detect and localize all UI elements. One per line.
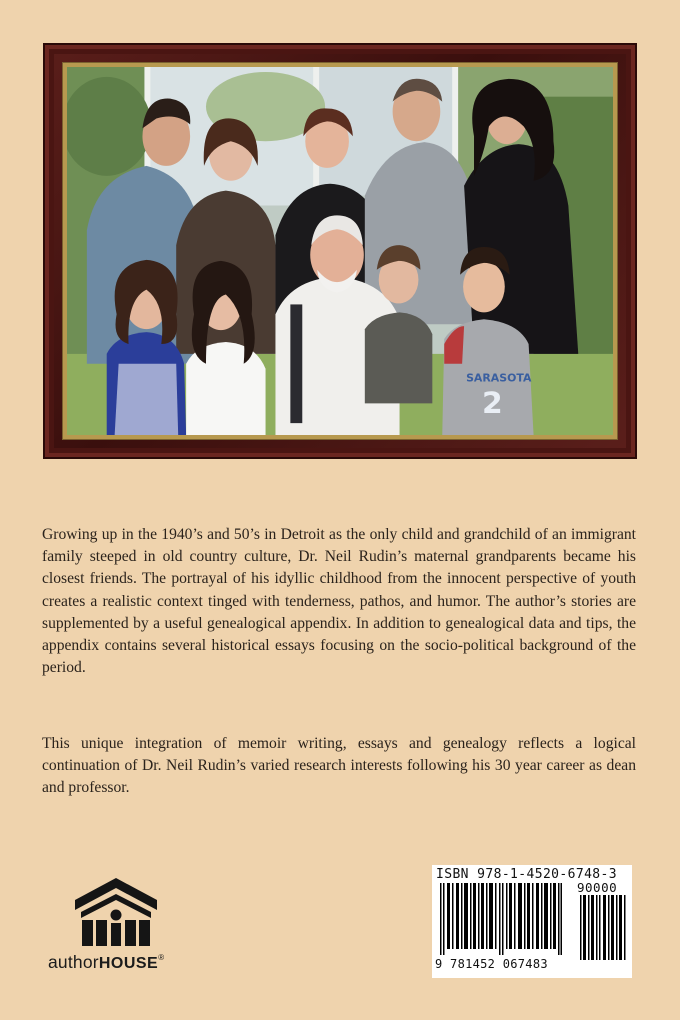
publisher-name: [48, 952, 164, 973]
isbn-label: ISBN 978-1-4520-6748-3: [436, 867, 617, 882]
back-cover-blurb-paragraph-1: Growing up in the 1940’s and 50’s in Detroit as the only child and grandchild of an immigrant family steeped in old country culture, Dr. Neil Rudin’s maternal grandparents became his closest friends. The portrayal of his idyllic childhood from the innocent perspective of youth creates a realistic context tinged with tenderness, pathos, and humor. The author’s stories are supplemented by a useful genealogical appendix. In addition to genealogical data and tips, the appendix contains several historical essays focusing on the socio-political background of the period.: [42, 526, 636, 677]
family-photo-image: [67, 67, 613, 435]
publisher-name-suffix: HOUSE: [98, 955, 159, 972]
publisher-name-prefix: author: [48, 952, 99, 972]
svg-text:2: 2: [481, 386, 503, 422]
ean-digits: 9 781452 067483: [435, 957, 548, 971]
photo-frame: [43, 43, 637, 459]
back-cover-blurb-paragraph-2: This unique integration of memoir writing, essays and genealogy reflects a logical continuation of Dr. Neil Rudin’s varied research interests following his 30 year career as dean and professor.: [42, 735, 636, 797]
registered-mark: ®: [158, 953, 165, 962]
price-code: 90000: [577, 880, 618, 895]
ean-barcode-bars: [440, 883, 562, 955]
isbn-barcode: [432, 865, 632, 978]
svg-text:SARASOTA: SARASOTA: [466, 371, 532, 385]
family-photo: [63, 63, 617, 439]
publisher-logo: [44, 876, 194, 976]
authorhouse-logo-icon: [73, 876, 159, 948]
price-addon-bars: [580, 895, 626, 960]
